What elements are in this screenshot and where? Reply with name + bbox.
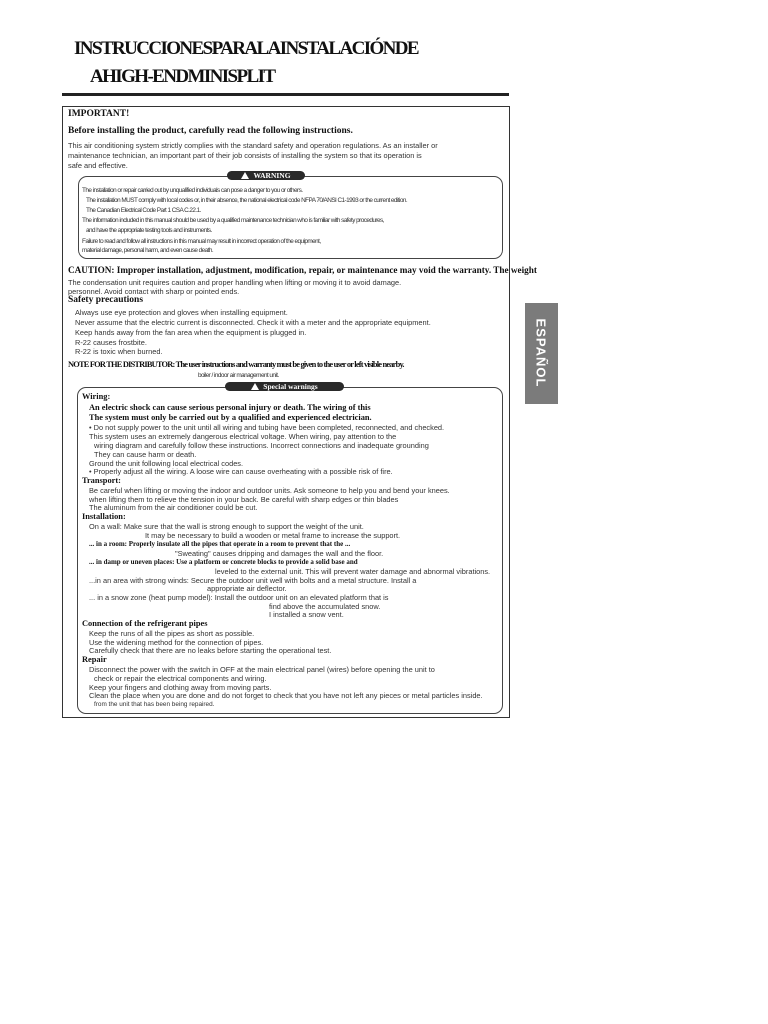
warning-triangle-icon xyxy=(251,383,259,390)
installation-line: leveled to the external unit. This will prevent water damage and abnormal vibrations. xyxy=(215,567,491,576)
language-tab-label: ESPAÑOL xyxy=(533,318,549,388)
warning-line: Failure to read and follow all instructions in this manual may result in incorrect operation of the equipment, xyxy=(82,238,321,245)
wiring-bold-line: An electric shock can cause serious personal injury or death. The wiring of this xyxy=(89,403,371,412)
wiring-bold-line: The system must only be carried out by a qualified and experienced electrician. xyxy=(89,413,372,422)
wiring-line: • Do not supply power to the unit until all wiring and tubing have been completed, reconnected, and checked. xyxy=(89,423,445,432)
repair-line: Disconnect the power with the switch in OFF at the main electrical panel (wires) before opening the unit to xyxy=(89,665,435,674)
caution-heading: CAUTION: Improper installation, adjustment, modification, repair, or maintenance may void the warranty. The weight xyxy=(68,265,537,275)
important-text-line: maintenance technician, an important part of their job consists of installing the system so that its operation is xyxy=(68,151,422,160)
language-tab xyxy=(525,303,558,404)
warning-line: and have the appropriate testing tools and instruments. xyxy=(86,227,212,234)
installation-heading: Installation: xyxy=(82,512,126,521)
repair-line: Keep your fingers and clothing away from moving parts. xyxy=(89,683,272,692)
warning-line: The installation MUST comply with local codes or, in their absence, the national electrical code NFPA 70/ANSI C1-1993 or the current edition. xyxy=(86,197,408,204)
installation-line: On a wall: Make sure that the wall is strong enough to support the weight of the unit. xyxy=(89,522,364,531)
warning-line: The information included in this manual should be used by a qualified maintenance technician who is familiar with safety procedures, xyxy=(82,217,384,224)
installation-line: It may be necessary to build a wooden or metal frame to increase the support. xyxy=(145,531,401,540)
installation-line: ...in an area with strong winds: Secure the outdoor unit well with bolts and a metal structure. Install a xyxy=(89,576,417,585)
wiring-line: This system uses an extremely dangerous electrical voltage. When wiring, pay attention to the xyxy=(89,432,397,441)
safety-line: Always use eye protection and gloves when installing equipment. xyxy=(75,308,288,317)
repair-line: check or repair the electrical components and wiring. xyxy=(94,674,267,683)
wiring-line: They can cause harm or death. xyxy=(94,450,197,459)
wiring-line: Ground the unit following local electrical codes. xyxy=(89,459,244,468)
document-title-line-2: AHIGH-ENDMINISPLIT xyxy=(90,66,275,87)
warning-line: material damage, personal harm, and even cause death. xyxy=(82,247,214,254)
transport-line: The aluminum from the air conditioner could be cut. xyxy=(89,503,258,512)
pipes-line: Carefully check that there are no leaks before starting the operational test. xyxy=(89,646,332,655)
warning-label: WARNING xyxy=(227,171,305,180)
safety-heading: Safety precautions xyxy=(68,295,144,305)
wiring-line: • Properly adjust all the wiring. A loose wire can cause overheating with a possible risk of fire. xyxy=(89,467,393,476)
caution-line: The condensation unit requires caution and proper handling when lifting or moving it to avoid damage. xyxy=(68,278,402,287)
important-heading: IMPORTANT! xyxy=(68,109,130,119)
installation-line: find above the accumulated snow. xyxy=(269,602,381,611)
pipes-line: Keep the runs of all the pipes as short as possible. xyxy=(89,629,255,638)
distributor-note: NOTE FOR THE DISTRIBUTOR: The user instructions and warranty must be given to the user or left visible nearby. xyxy=(68,360,404,369)
installation-line: "Sweating" causes dripping and damages the wall and the floor. xyxy=(175,549,384,558)
installation-line: ... in a room: Properly insulate all the pipes that operate in a room to prevent that the ... xyxy=(89,540,351,548)
safety-line: Never assume that the electric current is disconnected. Check it with a meter and the appropriate equipment. xyxy=(75,318,431,327)
important-text-line: This air conditioning system strictly complies with the standard safety and operation regulations. As an installer or xyxy=(68,141,438,150)
installation-line: ... in a snow zone (heat pump model): Install the outdoor unit on an elevated platform that is xyxy=(89,593,389,602)
caution-line: personnel. Avoid contact with sharp or pointed ends. xyxy=(68,287,240,296)
installation-line: appropriate air deflector. xyxy=(207,584,287,593)
safety-line: Keep hands away from the fan area when the equipment is plugged in. xyxy=(75,328,307,337)
title-underline xyxy=(62,93,509,96)
distributor-note-sub: boiler / indoor air management unit. xyxy=(198,372,279,379)
repair-line: from the unit that has been being repaired. xyxy=(94,701,215,708)
pipes-line: Use the widening method for the connection of pipes. xyxy=(89,638,264,647)
installation-line: I installed a snow vent. xyxy=(269,610,344,619)
safety-line: R-22 causes frostbite. xyxy=(75,338,147,347)
transport-line: Be careful when lifting or moving the indoor and outdoor units. Ask someone to help you and bend your knees. xyxy=(89,486,450,495)
warning-line: The installation or repair carried out by unqualified individuals can pose a danger to you or others. xyxy=(82,187,303,194)
safety-line: R-22 is toxic when burned. xyxy=(75,347,163,356)
repair-line: Clean the place when you are done and do not forget to check that you have not left any pieces or metal particles inside. xyxy=(89,691,483,700)
warning-triangle-icon xyxy=(241,172,249,179)
important-subheading: Before installing the product, carefully read the following instructions. xyxy=(68,126,353,136)
wiring-heading: Wiring: xyxy=(82,392,111,401)
pipes-heading: Connection of the refrigerant pipes xyxy=(82,619,208,628)
transport-heading: Transport: xyxy=(82,476,121,485)
repair-heading: Repair xyxy=(82,655,107,664)
transport-line: when lifting them to relieve the tension in your back. Be careful with sharp edges or thin blades xyxy=(89,495,399,504)
warning-line: The Canadian Electrical Code Part 1 CSA C.22.1. xyxy=(86,207,201,214)
special-warnings-label: Special warnings xyxy=(225,382,344,391)
document-title-line-1: INSTRUCCIONESPARALAINSTALACIÓNDE xyxy=(74,38,418,59)
installation-line: ... in damp or uneven places: Use a platform or concrete blocks to provide a solid base and xyxy=(89,558,358,566)
important-text-line: safe and effective. xyxy=(68,161,128,170)
wiring-line: wiring diagram and carefully follow these instructions. Incorrect connections and inadequate grounding xyxy=(94,441,429,450)
